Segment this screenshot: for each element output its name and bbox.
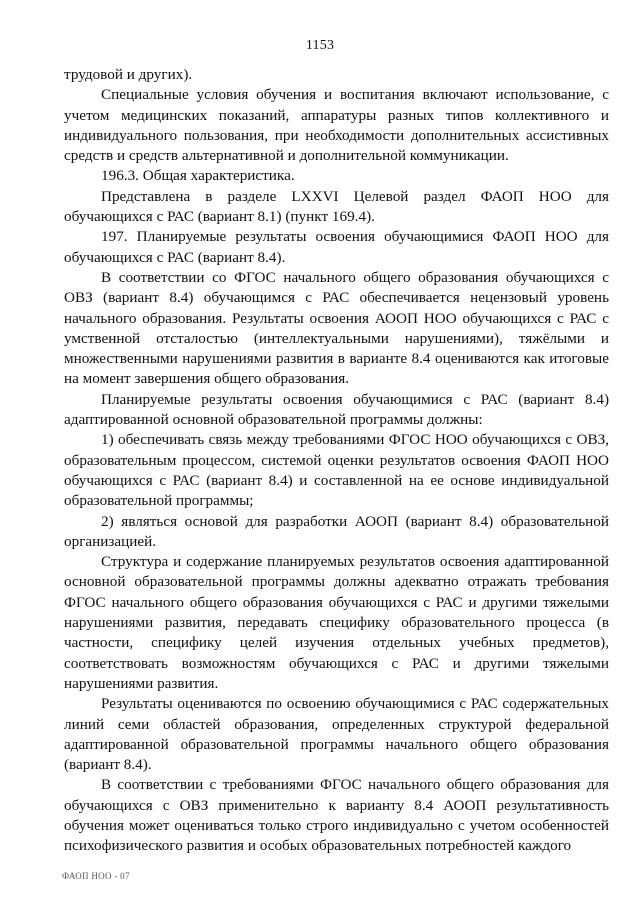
paragraph: Структура и содержание планируемых результатов освоения адаптированной основной образовательной программы должны адекватно отражать требования ФГОС начального общего образования обучающихся с РАС и другими тяжелыми нарушениями развития, передавать специфику образовательного процесса (в частности, специфику целей изучения отдельных учебных предметов), соответствовать возможностям обучающихся с РАС и другими тяжелыми нарушениями развития. [64,553,609,692]
paragraph: Результаты оцениваются по освоению обучающимися с РАС содержательных линий семи областей образования, определенных структурой федеральной адаптированной образовательной программы начального общего образования (вариант 8.4). [64,695,609,774]
paragraph: 2) являться основой для разработки АООП (вариант 8.4) образовательной организацией. [64,512,609,550]
paragraph: Представлена в разделе LXXVI Целевой раздел ФАОП НОО для обучающихся с РАС (вариант 8.1) (пункт 169.4). [64,187,609,226]
paragraph: Специальные условия обучения и воспитания включают использование, с учетом медицинских показаний, аппаратуры разных типов коллективного и индивидуального пользования, при необходимости дополнительных ассистивных средств и средств альтернативной и дополнительной коммуникации. [64,86,609,165]
footer-stamp: ФАОП НОО - 07 [62,871,130,881]
paragraph: Планируемые результаты освоения обучающимися с РАС (вариант 8.4) адаптированной основной образовательной программы должны: [64,390,609,429]
paragraph: трудовой и других). [64,66,193,83]
paragraph: В соответствии с требованиями ФГОС начального общего образования для обучающихся с ОВЗ применительно к варианту 8.4 АООП результативность обучения может оцениваться только строго индивидуально с учетом особенностей психофизического развития и особых образовательных потребностей каждого [64,776,609,855]
body-text [64,65,609,857]
page-number: 1153 [305,38,335,53]
paragraph: 1) обеспечивать связь между требованиями ФГОС НОО обучающихся с ОВЗ, образовательным процессом, системой оценки результатов освоения ФАОП НОО обучающихся с РАС (вариант 8.4) и составленной на ее основе индивидуальной образовательной программы; [64,431,609,510]
paragraph: 197. Планируемые результаты освоения обучающимися ФАОП НОО для обучающихся с РАС (вариант 8.4). [64,228,609,266]
paragraph: В соответствии со ФГОС начального общего образования обучающихся с ОВЗ (вариант 8.4) обучающимся с РАС обеспечивается нецензовый уровень начального образования. Результаты освоения АООП НОО обучающихся с РАС с умственной отсталостью (интеллектуальными нарушениями), тяжёлыми и множественными нарушениями развития в варианте 8.4 оцениваются как итоговые на момент завершения общего образования. [64,268,609,388]
paragraph: 196.3. Общая характеристика. [101,167,295,185]
